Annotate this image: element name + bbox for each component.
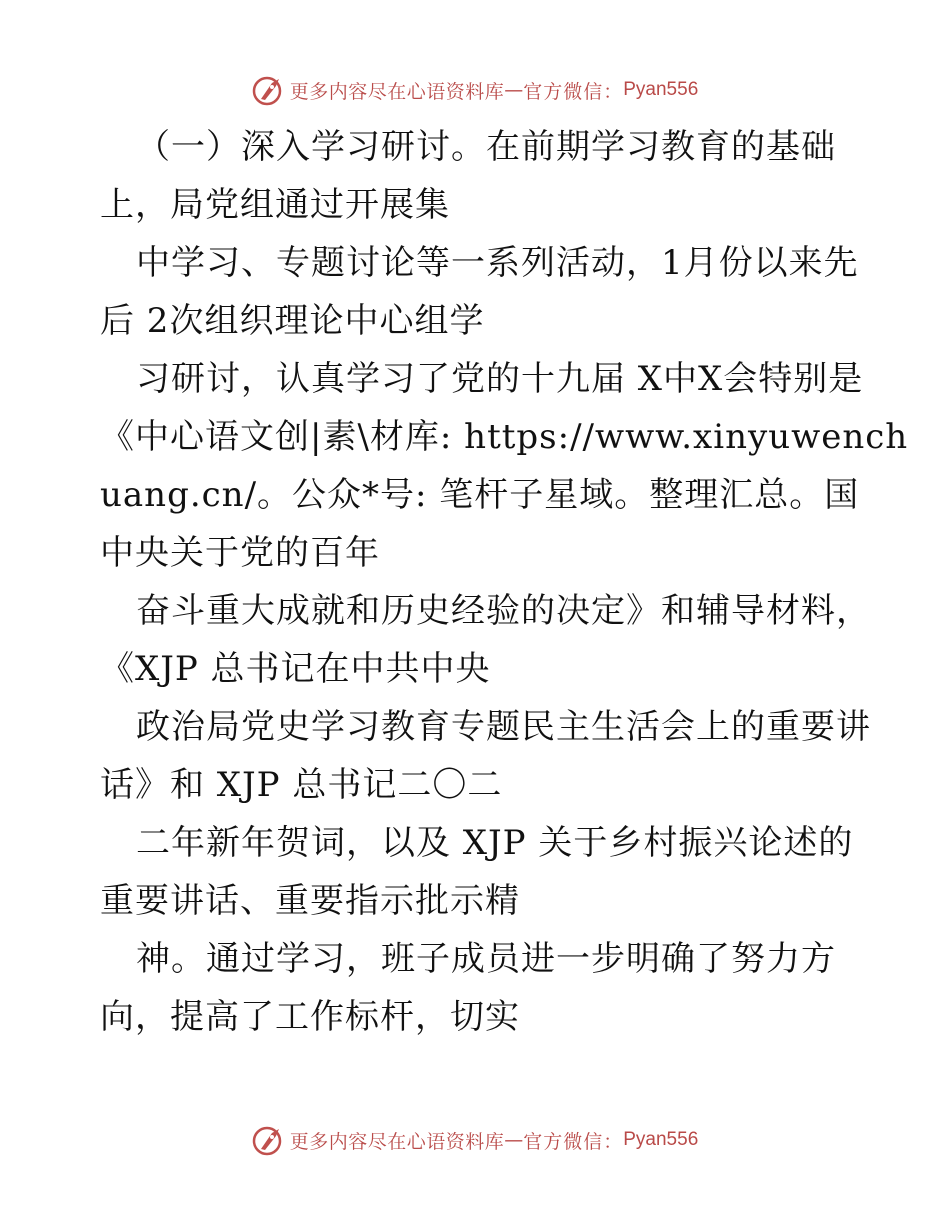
text-line: 中学习、专题讨论等一系列活动，1月份以来先 [136, 243, 859, 283]
watermark-wechat-label: 官方微信： [523, 1130, 624, 1153]
watermark-header [0, 70, 950, 110]
pen-nib-logo-icon [252, 1123, 286, 1157]
text-line: 中央关于党的百年 [100, 533, 380, 573]
text-line: 向，提高了工作标杆，切实 [100, 997, 520, 1037]
watermark-wechat-id: Pyan556 [623, 1129, 699, 1150]
text-line: 重要讲话、重要指示批示精 [100, 881, 520, 921]
text-line: 政治局党史学习教育专题民主生活会上的重要讲 [136, 707, 871, 747]
watermark-separator: — [504, 1129, 524, 1151]
watermark-wechat-label: 官方微信： [523, 80, 624, 103]
watermark-wechat-id: Pyan556 [623, 79, 699, 100]
text-line: 后 2次组织理论中心组学 [100, 301, 485, 341]
watermark-text: 更多内容尽在心语资料库 [289, 80, 505, 103]
text-line: 神。通过学习，班子成员进一步明确了努力方 [136, 939, 836, 979]
watermark-footer [0, 1120, 950, 1160]
text-line: 二年新年贺词，以及 XJP 关于乡村振兴论述的 [136, 823, 854, 863]
text-line: 《XJP 总书记在中共中央 [100, 649, 491, 689]
text-line: 上，局党组通过开展集 [100, 185, 450, 225]
pen-nib-logo-icon [252, 73, 286, 107]
document-body [100, 118, 909, 1046]
watermark-text: 更多内容尽在心语资料库 [289, 1130, 505, 1153]
text-line: 奋斗重大成就和历史经验的决定》和辅导材料， [136, 591, 871, 631]
text-line: 《中心语文创|素\材库: https://www.xinyuwench [100, 417, 909, 457]
text-line: uang.cn/。公众*号: 笔杆子星域。整理汇总。国 [100, 475, 860, 515]
watermark-separator: — [504, 79, 524, 101]
text-line: 话》和 XJP 总书记二〇二 [100, 765, 503, 805]
text-line: （一）深入学习研讨。在前期学习教育的基础 [136, 127, 836, 167]
text-line: 习研讨，认真学习了党的十九届 X中X会特别是 [136, 359, 864, 399]
